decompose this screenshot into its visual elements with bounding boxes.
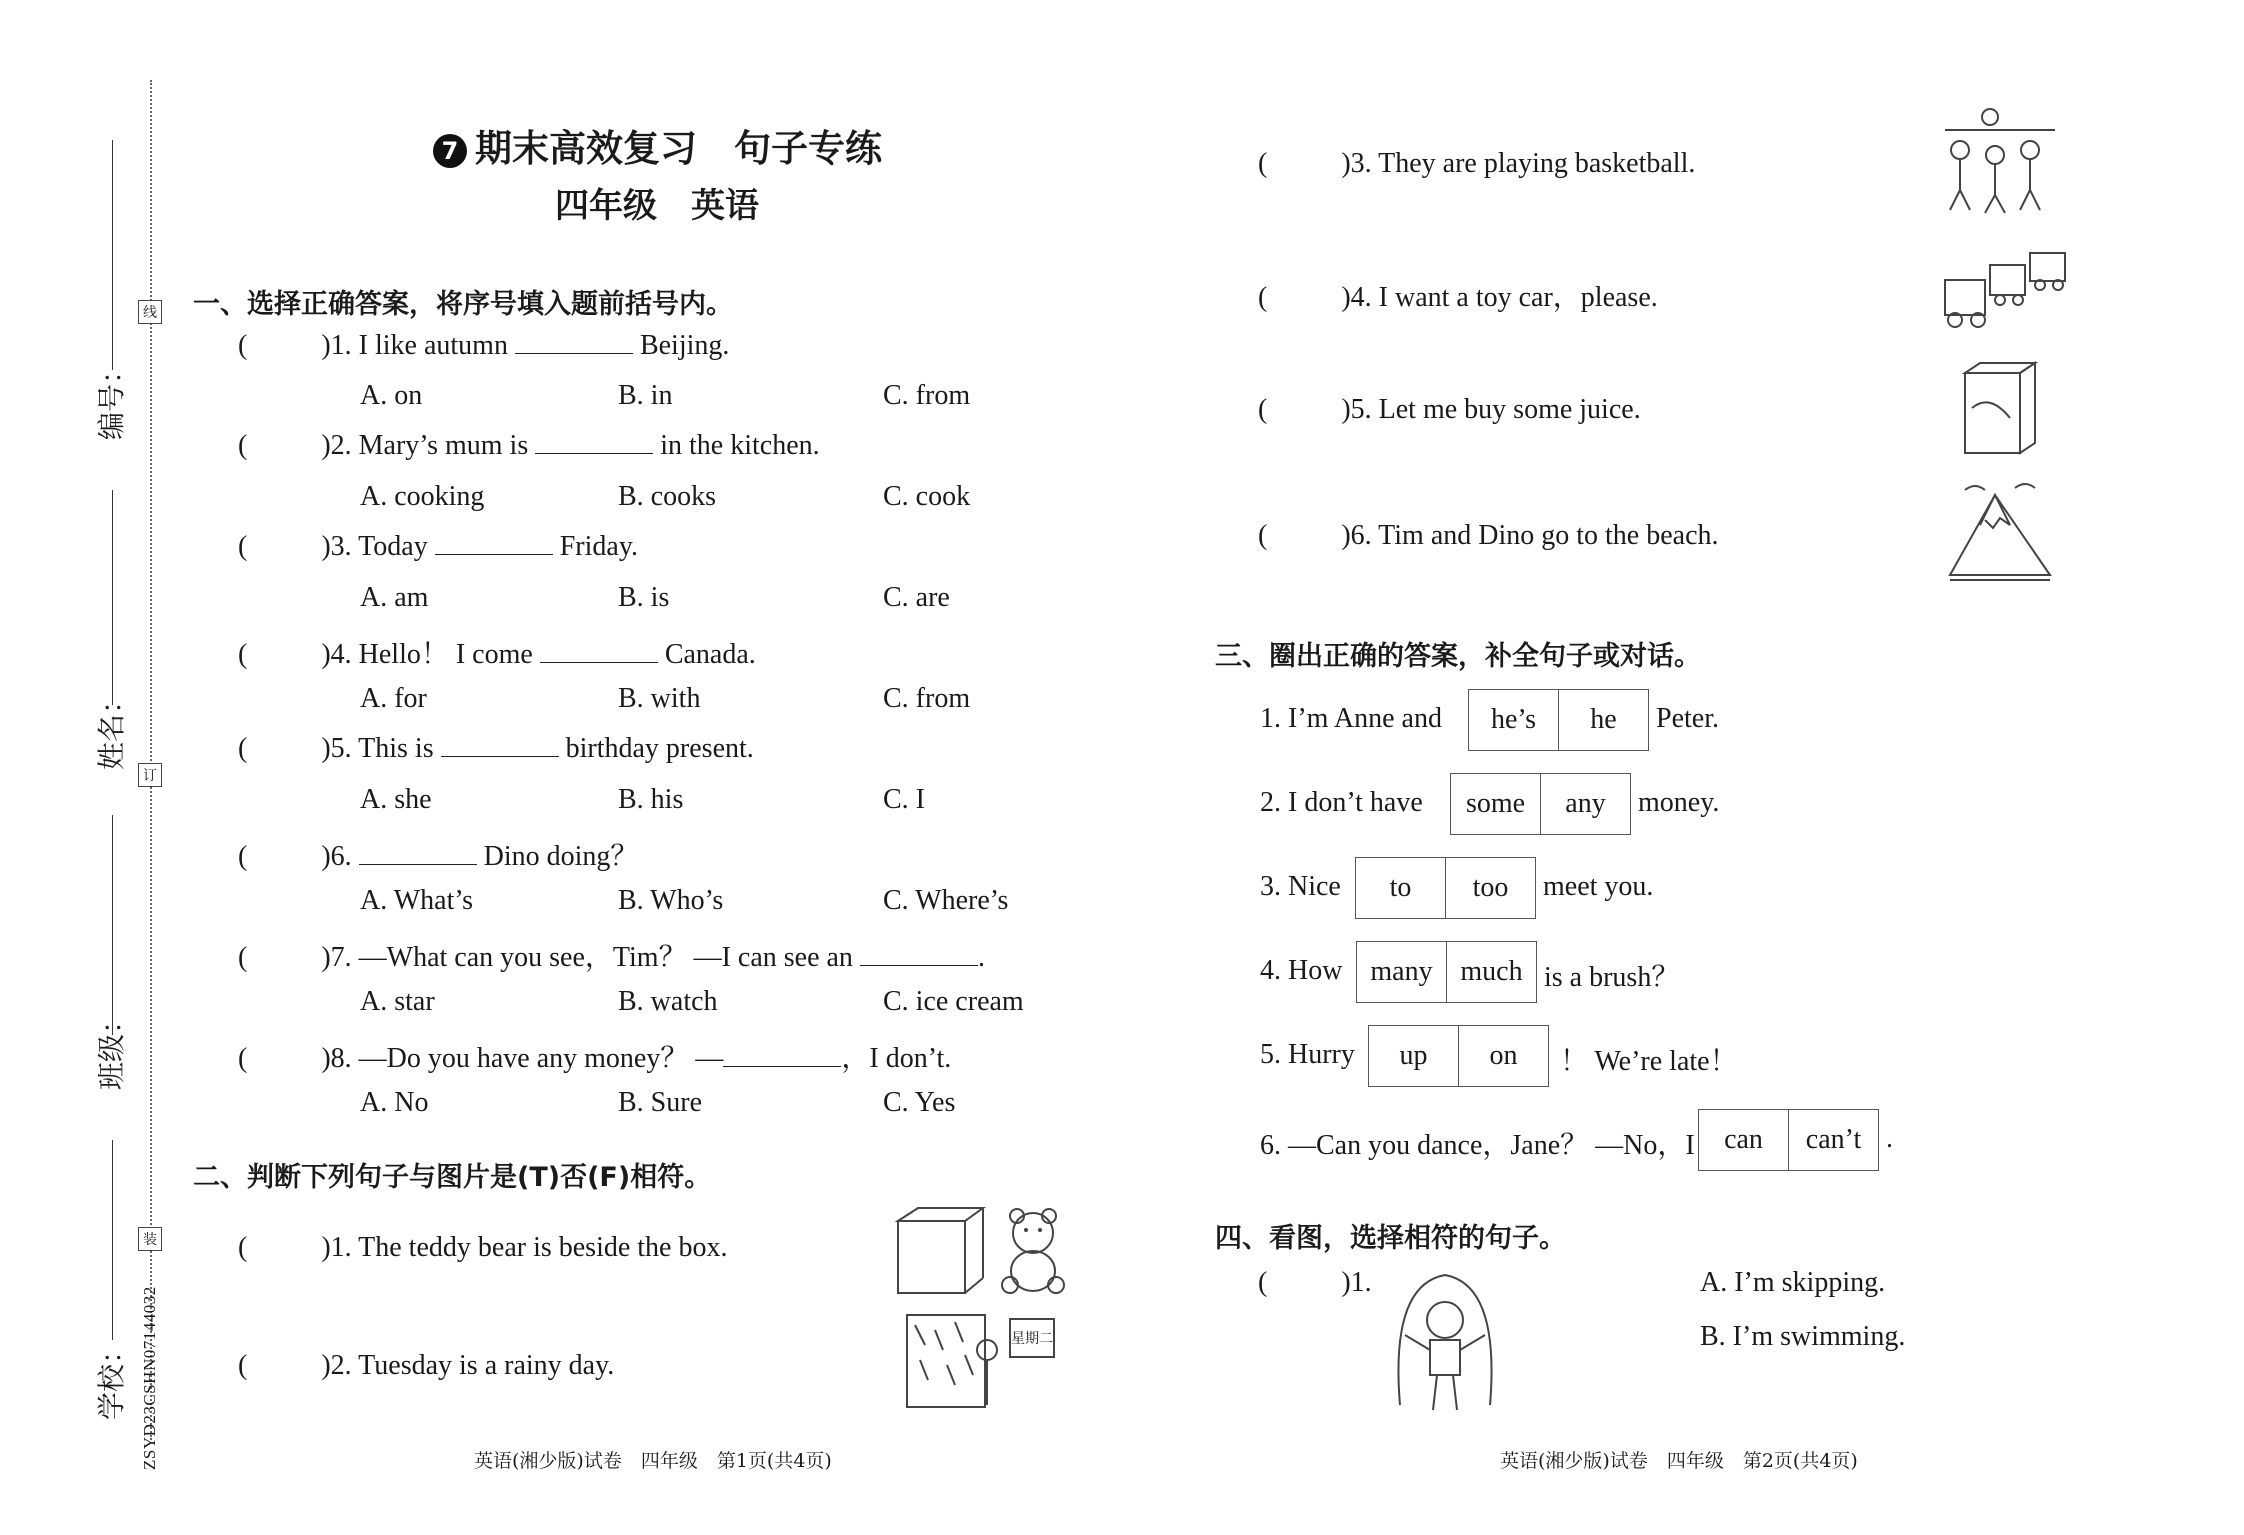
school-label: 学校： [97, 1335, 128, 1420]
fill-sentence-post: . [1886, 1123, 1893, 1154]
part3-heading: 三、圈出正确的答案，补全句子或对话。 [1215, 641, 1701, 672]
school-underline [112, 1140, 113, 1340]
option-a: A. she [360, 784, 432, 815]
answer-paren[interactable]: ( [238, 639, 248, 670]
tf-question: ( )4. I want a toy car，please. [1258, 282, 1658, 313]
answer-paren[interactable]: ( [238, 1350, 248, 1381]
choice-option[interactable]: any [1540, 774, 1630, 834]
choice-box [1356, 941, 1537, 1003]
question-row: ( )6. Dino doing？ [238, 841, 639, 872]
answer-paren[interactable]: ( [1258, 282, 1268, 313]
fill-sentence-post: meet you. [1543, 871, 1654, 902]
option-b: B. I’m swimming. [1700, 1321, 1906, 1352]
part2-heading: 二、判断下列句子与图片是(T)否(F)相符。 [193, 1162, 712, 1193]
answer-blank[interactable] [435, 532, 553, 555]
box-and-teddy-bear-icon [893, 1203, 1073, 1298]
question-row: ( )1. I like autumn Beijing. [238, 330, 730, 361]
option-b: B. watch [618, 986, 718, 1017]
choice-box [1368, 1025, 1549, 1087]
tf-question: ( )1. The teddy bear is beside the box. [238, 1232, 728, 1263]
answer-blank[interactable] [535, 431, 653, 454]
option-b: B. with [618, 683, 701, 714]
part1-heading: 一、选择正确答案，将序号填入题前括号内。 [193, 289, 733, 320]
fill-sentence-pre: 6. —Can you dance，Jane？ —No，I [1260, 1130, 1695, 1161]
answer-blank[interactable] [723, 1044, 841, 1067]
footer-right: 英语(湘少版)试卷 四年级 第2页(共4页) [1500, 1450, 1858, 1472]
option-a: A. on [360, 380, 423, 411]
answer-paren[interactable]: ( [1258, 148, 1268, 179]
fill-sentence-pre: 5. Hurry [1260, 1039, 1355, 1070]
choice-option[interactable]: some [1465, 788, 1526, 819]
number-underline [112, 140, 113, 370]
question-row: ( )3. Today Friday. [238, 531, 639, 562]
option-a: A. I’m skipping. [1700, 1267, 1886, 1298]
title-text: 期末高效复习 句子专练 [475, 127, 882, 170]
answer-paren[interactable]: ( [238, 942, 248, 973]
fill-sentence-pre: 1. I’m Anne and [1260, 703, 1442, 734]
question-row: ( )2. Mary’s mum is in the kitchen. [238, 430, 820, 461]
answer-paren[interactable]: ( [238, 430, 248, 461]
option-b: B. Who’s [618, 885, 724, 916]
option-a: A. No [360, 1087, 429, 1118]
option-b: B. Sure [618, 1087, 702, 1118]
answer-paren[interactable]: ( [1258, 1267, 1268, 1298]
answer-paren[interactable]: ( [238, 733, 248, 764]
choice-option[interactable]: he’s [1490, 704, 1537, 735]
seal-staple-mark: 装 [138, 1227, 162, 1251]
option-c: C. I [883, 784, 925, 815]
question-row: ( )8. —Do you have any money？ — ，I don’t. [238, 1043, 952, 1074]
paper-code: ZSYD23CSHN07144032 [140, 1286, 159, 1470]
name-label: 姓名： [97, 685, 128, 770]
option-a: A. What’s [360, 885, 474, 916]
number-badge-icon: 7 [433, 134, 467, 168]
choice-box [1450, 773, 1631, 835]
seal-line-mark: 线 [138, 300, 162, 324]
answer-paren[interactable]: ( [238, 841, 248, 872]
choice-option[interactable]: too [1445, 858, 1535, 918]
option-a: A. am [360, 582, 429, 613]
choice-option[interactable]: much [1446, 942, 1536, 1002]
option-c: C. Where’s [883, 885, 1009, 916]
option-b: B. cooks [618, 481, 716, 512]
question-row: ( )4. Hello！ I come Canada. [238, 639, 756, 670]
basketball-players-icon [1935, 105, 2065, 215]
choice-option[interactable]: he [1558, 690, 1648, 750]
option-c: C. from [883, 380, 971, 411]
answer-paren[interactable]: ( [238, 531, 248, 562]
question-row: ( )5. This is birthday present. [238, 733, 754, 764]
option-b: B. is [618, 582, 670, 613]
seal-bind-mark: 订 [138, 763, 162, 787]
name-underline [112, 490, 113, 705]
toy-train-icon [1940, 245, 2070, 330]
option-a: A. cooking [360, 481, 485, 512]
option-a: A. star [360, 986, 435, 1017]
choice-option[interactable]: can’t [1788, 1110, 1878, 1170]
fill-sentence-pre: 3. Nice [1260, 871, 1341, 902]
option-c: C. ice cream [883, 986, 1024, 1017]
page-subtitle: 四年级 英语 [555, 186, 759, 226]
option-c: C. are [883, 582, 950, 613]
class-label: 班级： [97, 1005, 128, 1090]
tf-question: ( )3. They are playing basketball. [1258, 148, 1696, 179]
answer-paren[interactable]: ( [1258, 520, 1268, 551]
tf-question: ( )2. Tuesday is a rainy day. [238, 1350, 615, 1381]
answer-blank[interactable] [359, 842, 477, 865]
option-c: C. Yes [883, 1087, 956, 1118]
answer-blank[interactable] [441, 734, 559, 757]
fill-sentence-pre: 4. How [1260, 955, 1343, 986]
choice-option[interactable]: on [1458, 1026, 1548, 1086]
option-b: B. in [618, 380, 673, 411]
tf-question: ( )6. Tim and Dino go to the beach. [1258, 520, 1719, 551]
rainy-day-calendar-icon [905, 1310, 1055, 1420]
part4-heading: 四、看图，选择相符的句子。 [1215, 1223, 1566, 1254]
fill-sentence-post: is a brush？ [1544, 962, 1680, 993]
fill-sentence-pre: 2. I don’t have [1260, 787, 1423, 818]
answer-blank[interactable] [540, 640, 658, 663]
choice-option[interactable]: can [1724, 1124, 1763, 1155]
page-title [433, 118, 882, 172]
option-b: B. his [618, 784, 684, 815]
mountain-icon [1945, 480, 2055, 590]
answer-paren[interactable]: ( [238, 1232, 248, 1263]
choice-option[interactable]: up [1399, 1040, 1428, 1071]
choice-option[interactable]: many [1370, 956, 1433, 987]
answer-paren[interactable]: ( [1258, 394, 1268, 425]
answer-blank[interactable] [860, 943, 978, 966]
option-a: A. for [360, 683, 427, 714]
fill-sentence-post: money. [1638, 787, 1720, 818]
choice-box [1698, 1109, 1879, 1171]
choice-box [1355, 857, 1536, 919]
question-row: ( )7. —What can you see，Tim？ —I can see an . [238, 942, 985, 973]
fill-sentence-post: Peter. [1656, 703, 1719, 734]
answer-paren[interactable]: ( [238, 330, 248, 361]
juice-box-icon [1960, 358, 2050, 458]
picture-question: ( )1. [1258, 1267, 1372, 1298]
choice-box [1468, 689, 1649, 751]
answer-paren[interactable]: ( [238, 1043, 248, 1074]
option-c: C. from [883, 683, 971, 714]
fill-sentence-post: ！ We’re late！ [1560, 1046, 1738, 1077]
option-c: C. cook [883, 481, 971, 512]
answer-blank[interactable] [515, 331, 633, 354]
number-label: 编号： [97, 355, 128, 440]
class-underline [112, 815, 113, 1035]
tf-question: ( )5. Let me buy some juice. [1258, 394, 1641, 425]
choice-option[interactable]: to [1389, 872, 1412, 903]
calendar-label: 星期二 [1009, 1318, 1055, 1358]
footer-left: 英语(湘少版)试卷 四年级 第1页(共4页) [474, 1450, 832, 1472]
skipping-child-icon [1385, 1265, 1505, 1425]
